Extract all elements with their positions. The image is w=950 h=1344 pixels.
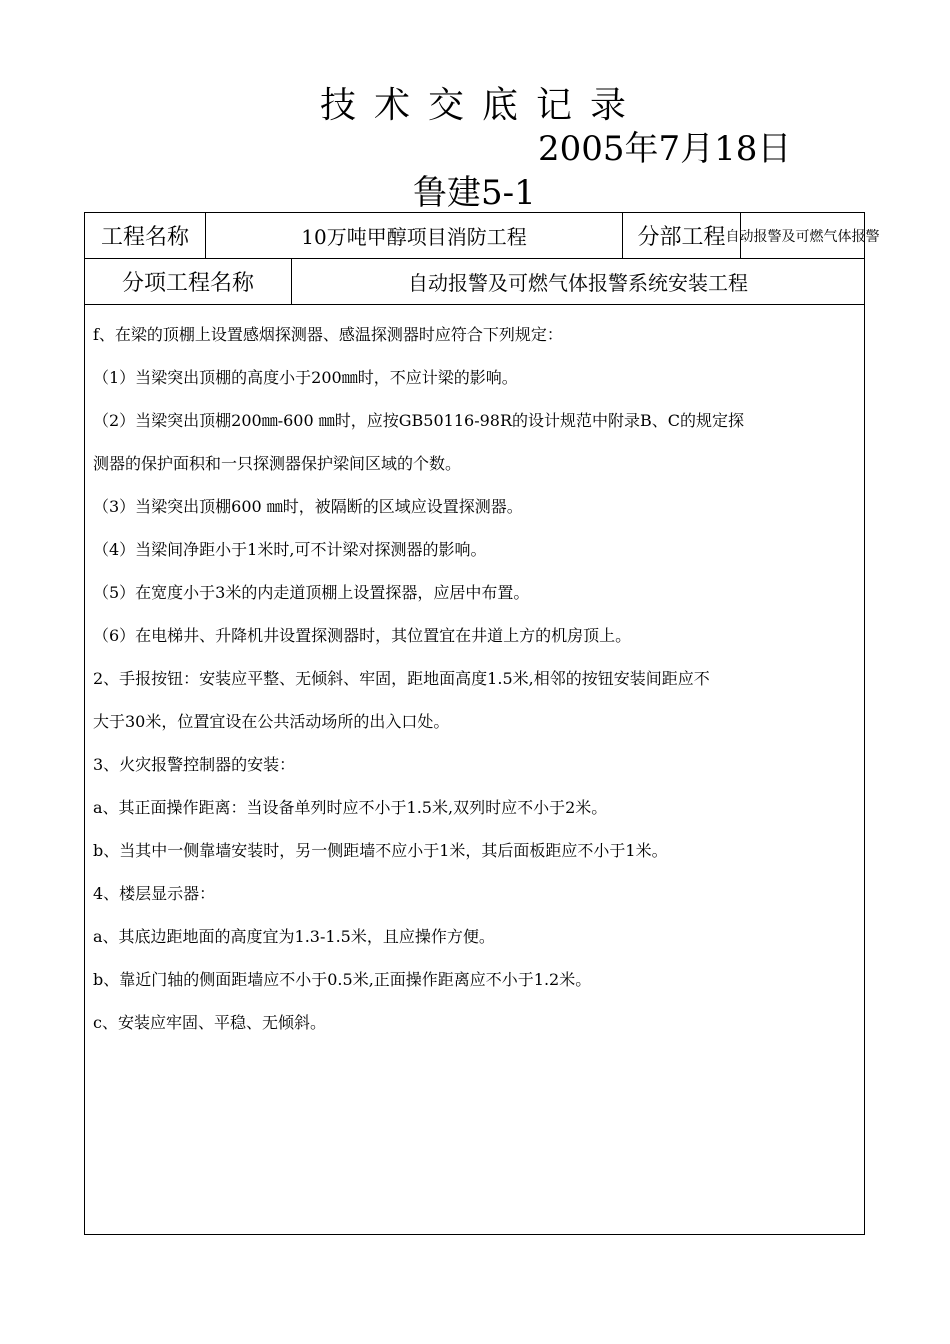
content-line: （2）当梁突出顶棚200㎜-600 ㎜时，应按GB50116-98R的设计规范中附录B、C的规定探 [93,411,745,430]
content-line: b、当其中一侧靠墙安装时，另一侧距墙不应小于1米，其后面板距应不小于1米。 [93,841,668,860]
subitem-label: 分项工程名称 [85,259,292,304]
content-line: （6）在电梯井、升降机井设置探测器时，其位置宜在井道上方的机房顶上。 [93,626,632,645]
content-line: c、安装应牢固、平稳、无倾斜。 [93,1013,326,1032]
content-line: （4）当梁间净距小于1米时,可不计梁对探测器的影响。 [93,540,487,559]
subitem-row [85,259,864,305]
content-line: 2、手报按钮：安装应平整、无倾斜、牢固，距地面高度1.5米,相邻的按钮安装间距应不 [93,669,710,688]
document-date: 2005年7月18日 [538,129,792,169]
project-info-row [85,213,880,259]
division-value: 自动报警及可燃气体报警 [725,228,880,245]
content-line: 测器的保护面积和一只探测器保护梁间区域的个数。 [93,454,462,473]
content-line: a、其正面操作距离：当设备单列时应不小于1.5米,双列时应不小于2米。 [93,798,608,817]
subitem-value: 自动报警及可燃气体报警系统安装工程 [408,271,748,295]
division-label: 分部工程 [623,213,741,258]
content-line: （1）当梁突出顶棚的高度小于200㎜时，不应计梁的影响。 [93,368,518,387]
content-line: （3）当梁突出顶棚600 ㎜时，被隔断的区域应设置探测器。 [93,497,523,516]
form-code: 鲁建5-1 [413,173,536,213]
content-line: 大于30米，位置宜设在公共活动场所的出入口处。 [93,712,450,731]
record-table [84,212,880,1235]
content-line: b、靠近门轴的侧面距墙应不小于0.5米,正面操作距离应不小于1.2米。 [93,970,592,989]
document-title: 技术交底记录 [319,85,644,126]
project-name-value: 10万吨甲醇项目消防工程 [206,213,623,258]
content-line: f、在梁的顶棚上设置感烟探测器、感温探测器时应符合下列规定： [93,325,563,344]
content-line: （5）在宽度小于3米的内走道顶棚上设置探器，应居中布置。 [93,583,530,602]
content-line: 3、火灾报警控制器的安装： [93,755,296,774]
disclosure-content [93,313,860,1044]
content-line: 4、楼层显示器： [93,884,216,903]
content-line: a、其底边距地面的高度宜为1.3-1.5米，且应操作方便。 [93,927,495,946]
project-name-label: 工程名称 [85,213,206,258]
